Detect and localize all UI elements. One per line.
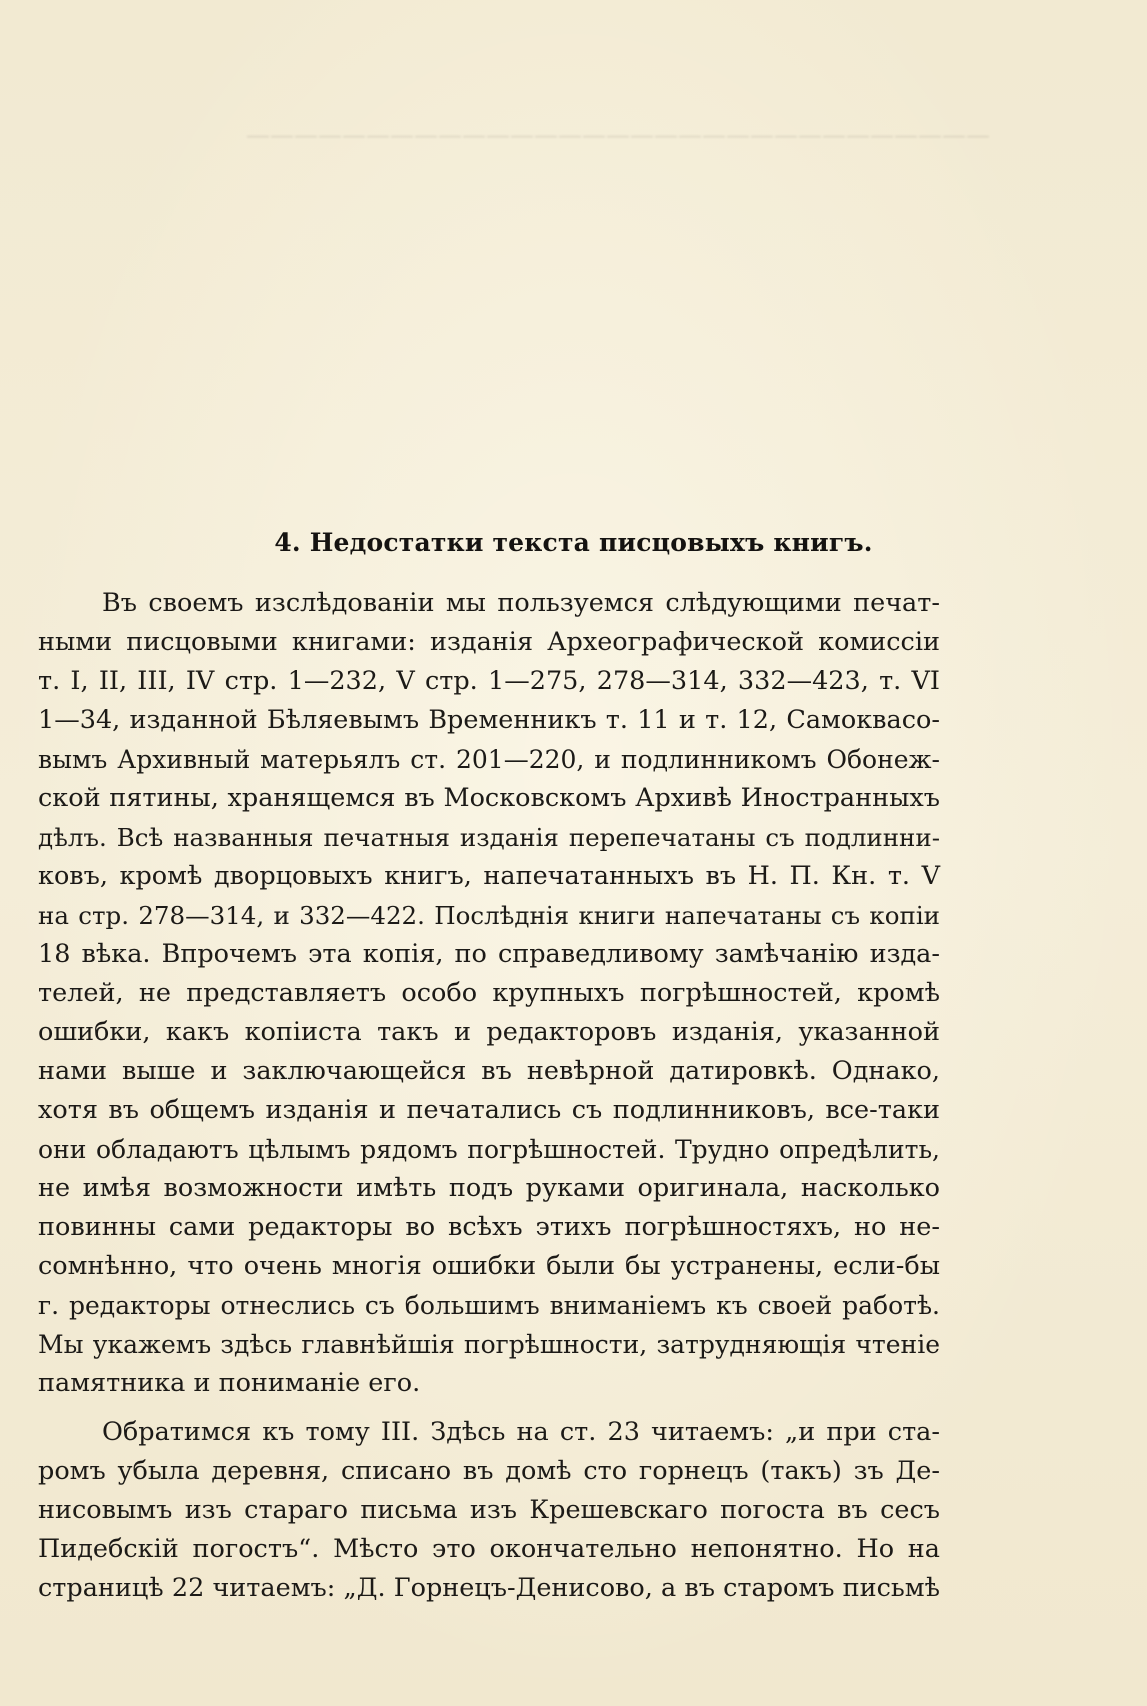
text-line: нисовымъ изъ стараго письма изъ Крешевскаго погоста въ сесъ: [38, 1495, 940, 1525]
text-line: вымъ Архивный матерьялъ ст. 201—220, и подлинникомъ Обонеж-: [38, 745, 940, 774]
text-line: Мы укажемъ здѣсь главнѣйшія погрѣшности, затрудняющія чтеніе: [38, 1330, 940, 1359]
text-line: хотя въ общемъ изданія и печатались съ подлинниковъ, все-таки: [38, 1095, 940, 1125]
text-line: г. редакторы отнеслись съ большимъ вниманіемъ къ своей работѣ.: [38, 1291, 940, 1320]
body-text: [38, 584, 940, 1608]
text-line: они обладаютъ цѣлымъ рядомъ погрѣшностей. Трудно опредѣлить,: [38, 1135, 940, 1164]
text-line: Въ своемъ изслѣдованіи мы пользуемся слѣдующими печат-: [102, 588, 940, 618]
text-line: т. I, II, III, IV стр. 1—232, V стр. 1—275, 278—314, 332—423, т. VI: [38, 666, 940, 696]
text-line: 18 вѣка. Впрочемъ эта копія, по справедливому замѣчанію изда-: [38, 939, 940, 969]
section-heading: 4. Недостатки текста писцовыхъ книгъ.: [274, 528, 873, 557]
text-line: ковъ, кромѣ дворцовыхъ книгъ, напечатанныхъ въ Н. П. Кн. т. V: [38, 861, 940, 891]
text-line: на стр. 278—314, и 332—422. Послѣднія книги напечатаны съ копіи: [38, 901, 940, 930]
text-line: ромъ убыла деревня, списано въ домѣ сто горнецъ (такъ) зъ Де-: [38, 1456, 940, 1486]
text-line: 1—34, изданной Бѣляевымъ Временникъ т. 11 и т. 12, Самоквасо-: [38, 705, 940, 735]
text-line: Пидебскій погостъ“. Мѣсто это окончательно непонятно. Но на: [38, 1534, 940, 1564]
text-line: нами выше и заключающейся въ невѣрной датировкѣ. Однако,: [38, 1056, 940, 1086]
text-line: ными писцовыми книгами: изданія Археографической комиссіи: [38, 627, 940, 657]
text-line: телей, не представляетъ особо крупныхъ погрѣшностей, кромѣ: [38, 978, 940, 1008]
reverse-side-show-through: ———————————————————————————————: [246, 121, 990, 149]
text-line: дѣлъ. Всѣ названныя печатныя изданія перепечатаны съ подлинни-: [38, 823, 940, 852]
paragraph-2: [38, 1413, 940, 1608]
text-line: ошибки, какъ копіиста такъ и редакторовъ изданія, указанной: [38, 1017, 940, 1047]
text-line: ской пятины, хранящемся въ Московскомъ Архивѣ Иностранныхъ: [38, 783, 940, 813]
text-line: сомнѣнно, что очень многія ошибки были бы устранены, если-бы: [38, 1251, 940, 1281]
text-line: Обратимся къ тому III. Здѣсь на ст. 23 читаемъ: „и при ста-: [102, 1417, 940, 1447]
paragraph-1: [38, 584, 940, 1403]
text-line: повинны сами редакторы во всѣхъ этихъ погрѣшностяхъ, но не-: [38, 1212, 940, 1242]
text-line: не имѣя возможности имѣть подъ руками оригинала, насколько: [38, 1173, 940, 1203]
text-line: страницѣ 22 читаемъ: „Д. Горнецъ-Денисово, а въ старомъ письмѣ: [38, 1573, 940, 1603]
text-line: памятника и пониманіе его.: [38, 1368, 421, 1398]
